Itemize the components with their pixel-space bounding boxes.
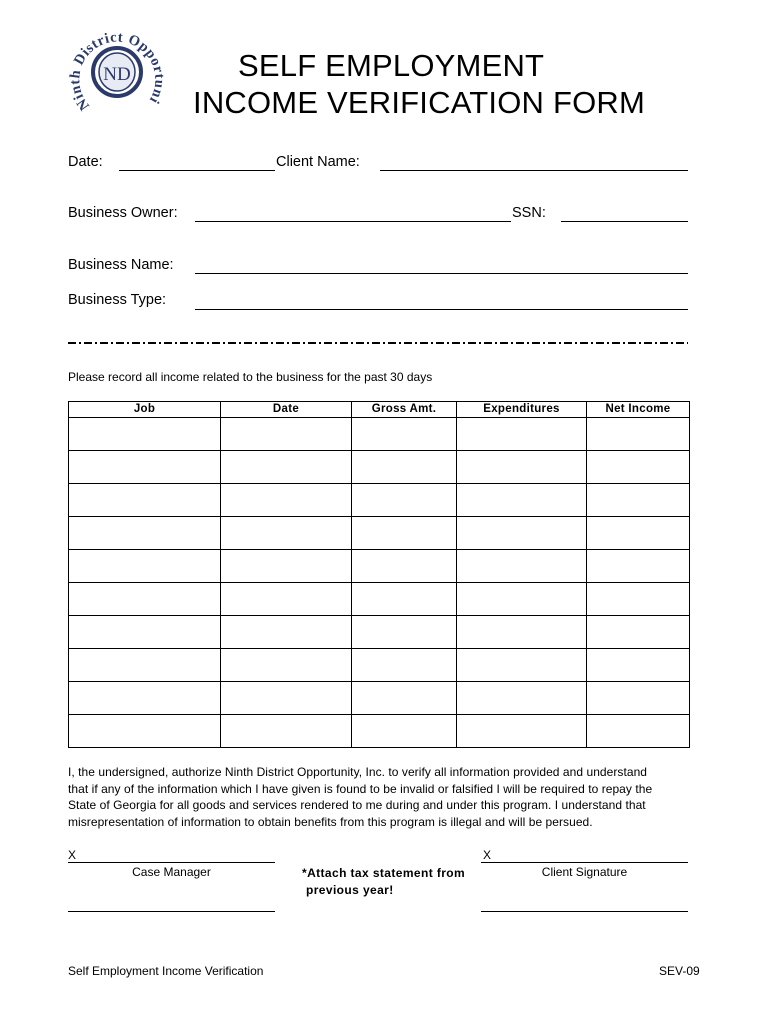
- cell-net-income[interactable]: [587, 682, 690, 715]
- income-table-body: [69, 418, 690, 748]
- table-row: [69, 451, 690, 484]
- form-title-line2: INCOME VERIFICATION FORM: [193, 85, 645, 120]
- client-signature-label: Client Signature: [541, 865, 628, 879]
- cell-gross-amt[interactable]: [352, 550, 457, 583]
- cell-expenditures[interactable]: [457, 583, 587, 616]
- attach-note: [302, 865, 465, 899]
- cell-job[interactable]: [69, 682, 221, 715]
- cell-net-income[interactable]: [587, 484, 690, 517]
- cell-expenditures[interactable]: [457, 451, 587, 484]
- cell-net-income[interactable]: [587, 616, 690, 649]
- cell-net-income[interactable]: [587, 550, 690, 583]
- cell-date[interactable]: [221, 715, 352, 748]
- client-date-field[interactable]: [481, 911, 688, 912]
- cell-net-income[interactable]: [587, 649, 690, 682]
- client-x-mark: X: [483, 848, 492, 862]
- cell-gross-amt[interactable]: [352, 649, 457, 682]
- cell-gross-amt[interactable]: [352, 517, 457, 550]
- cell-job[interactable]: [69, 649, 221, 682]
- cell-net-income[interactable]: [587, 715, 690, 748]
- cell-job[interactable]: [69, 583, 221, 616]
- client-signature-field[interactable]: [481, 862, 688, 863]
- table-row: [69, 715, 690, 748]
- footer-form-name: Self Employment Income Verification: [68, 964, 264, 978]
- date-field[interactable]: [119, 170, 275, 171]
- table-row: [69, 484, 690, 517]
- cell-gross-amt[interactable]: [352, 715, 457, 748]
- case-manager-x-mark: X: [68, 848, 77, 862]
- ssn-field[interactable]: [561, 221, 688, 222]
- cell-date[interactable]: [221, 616, 352, 649]
- cell-job[interactable]: [69, 550, 221, 583]
- cell-job[interactable]: [69, 484, 221, 517]
- table-row: [69, 616, 690, 649]
- logo: [62, 20, 170, 120]
- cell-job[interactable]: [69, 451, 221, 484]
- cell-gross-amt[interactable]: [352, 616, 457, 649]
- cell-gross-amt[interactable]: [352, 451, 457, 484]
- case-manager-label: Case Manager: [132, 865, 211, 879]
- cell-date[interactable]: [221, 418, 352, 451]
- column-header-expenditures: Expenditures: [457, 402, 587, 418]
- table-row: [69, 418, 690, 451]
- authorization-line: that if any of the information which I have given is found to be invalid or falsified I will be required to repay the: [68, 781, 653, 796]
- business-owner-field[interactable]: [195, 221, 511, 222]
- cell-date[interactable]: [221, 649, 352, 682]
- cell-expenditures[interactable]: [457, 484, 587, 517]
- column-header-job: Job: [69, 402, 221, 418]
- income-table: [68, 401, 690, 748]
- client-name-label: Client Name:: [276, 154, 360, 170]
- ssn-label: SSN:: [512, 205, 546, 221]
- cell-net-income[interactable]: [587, 418, 690, 451]
- instruction-text: Please record all income related to the business for the past 30 days: [68, 370, 433, 384]
- cell-gross-amt[interactable]: [352, 418, 457, 451]
- table-header-row: [69, 402, 690, 418]
- cell-job[interactable]: [69, 517, 221, 550]
- cell-gross-amt[interactable]: [352, 583, 457, 616]
- cell-gross-amt[interactable]: [352, 484, 457, 517]
- case-manager-date-field[interactable]: [68, 911, 275, 912]
- authorization-line: State of Georgia for all goods and services rendered to me during and under this program. I understand that: [68, 798, 646, 812]
- section-divider: [68, 342, 688, 344]
- business-name-label: Business Name:: [68, 257, 174, 273]
- client-name-field[interactable]: [380, 170, 688, 171]
- attach-note-line: previous year!: [306, 883, 394, 897]
- date-label: Date:: [68, 154, 103, 170]
- cell-date[interactable]: [221, 583, 352, 616]
- logo-ring-text: Ninth District Opportuni: [67, 29, 168, 114]
- cell-net-income[interactable]: [587, 583, 690, 616]
- logo-monogram: ND: [103, 64, 131, 85]
- cell-expenditures[interactable]: [457, 649, 587, 682]
- table-row: [69, 583, 690, 616]
- cell-date[interactable]: [221, 484, 352, 517]
- business-type-field[interactable]: [195, 309, 688, 310]
- cell-net-income[interactable]: [587, 451, 690, 484]
- cell-date[interactable]: [221, 517, 352, 550]
- business-name-field[interactable]: [195, 273, 688, 274]
- table-row: [69, 517, 690, 550]
- cell-date[interactable]: [221, 550, 352, 583]
- column-header-date: Date: [221, 402, 352, 418]
- column-header-gross-amt: Gross Amt.: [352, 402, 457, 418]
- authorization-line: misrepresentation of information to obtain benefits from this program is illegal and will be persued.: [68, 814, 593, 829]
- cell-job[interactable]: [69, 418, 221, 451]
- authorization-line: I, the undersigned, authorize Ninth District Opportunity, Inc. to verify all information provided and understand: [68, 765, 648, 779]
- table-row: [69, 649, 690, 682]
- case-manager-signature-field[interactable]: [68, 862, 275, 863]
- cell-expenditures[interactable]: [457, 616, 587, 649]
- table-row: [69, 550, 690, 583]
- column-header-net-income: Net Income: [587, 402, 690, 418]
- cell-gross-amt[interactable]: [352, 682, 457, 715]
- cell-expenditures[interactable]: [457, 715, 587, 748]
- cell-job[interactable]: [69, 715, 221, 748]
- form-title-line1: SELF EMPLOYMENT: [238, 48, 545, 83]
- cell-date[interactable]: [221, 451, 352, 484]
- cell-expenditures[interactable]: [457, 550, 587, 583]
- footer-form-code: SEV-09: [659, 964, 700, 978]
- authorization-text: [68, 764, 708, 830]
- cell-expenditures[interactable]: [457, 418, 587, 451]
- cell-net-income[interactable]: [587, 517, 690, 550]
- business-type-label: Business Type:: [68, 292, 167, 308]
- business-owner-label: Business Owner:: [68, 205, 178, 221]
- logo-emblem: [62, 20, 170, 120]
- cell-date[interactable]: [221, 682, 352, 715]
- attach-note-line: *Attach tax statement from: [302, 866, 466, 880]
- table-row: [69, 682, 690, 715]
- cell-expenditures[interactable]: [457, 517, 587, 550]
- cell-job[interactable]: [69, 616, 221, 649]
- cell-expenditures[interactable]: [457, 682, 587, 715]
